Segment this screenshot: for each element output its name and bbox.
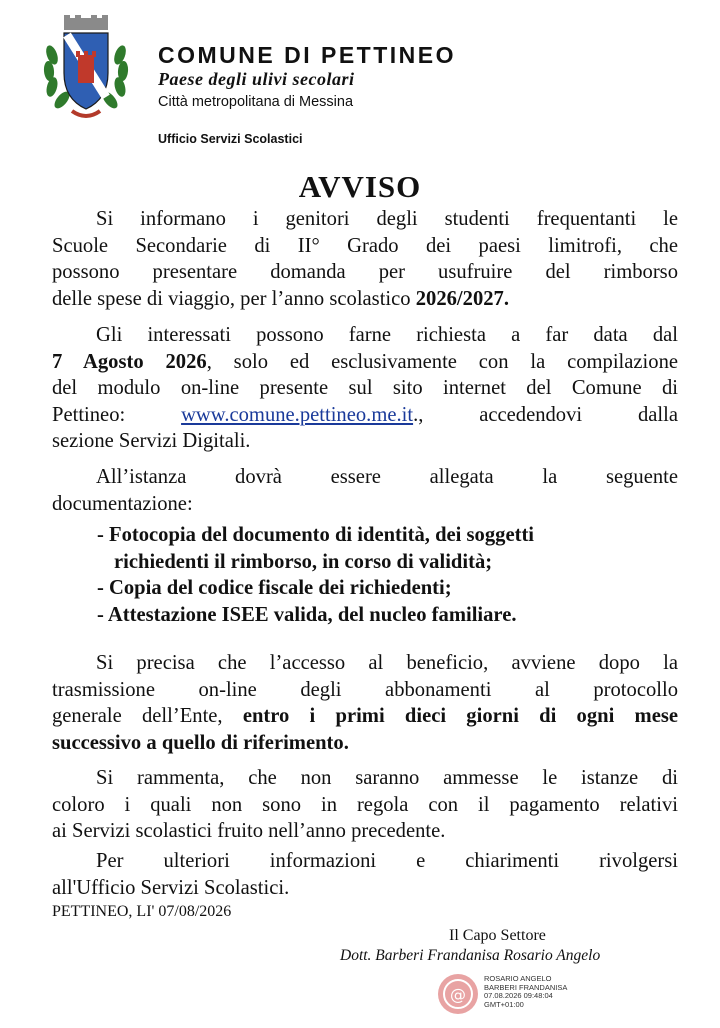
text-line (52, 703, 678, 730)
paragraph-intro (52, 206, 678, 312)
list-item: - Copia del codice fiscale dei richiedenti; (97, 577, 452, 599)
paragraph-reminder (52, 765, 678, 845)
text-line: Per ulteriori informazioni e chiarimenti rivolgersi (96, 850, 678, 872)
text-line: Si rammenta, che non saranno ammesse le istanze di (96, 767, 678, 789)
list-item: - Fotocopia del documento di identità, dei soggetti (97, 524, 535, 546)
digital-signature-line: 07.08.2026 09:48:04 (484, 991, 553, 1001)
paragraph-application (52, 322, 678, 455)
text-line: possono presentare domanda per usufruire del rimborso (52, 261, 678, 283)
text-line: coloro i quali non sono in regola con il pagamento relativi (52, 793, 678, 816)
place-date: PETTINEO, LI' 07/08/2026 (52, 903, 232, 920)
organization-motto: Paese degli ulivi secolari (158, 69, 355, 89)
text-line (52, 730, 678, 757)
organization-subtitle: Città metropolitana di Messina (158, 94, 354, 110)
office-name: Ufficio Servizi Scolastici (158, 132, 303, 146)
digital-signature-line: GMT+01:00 (484, 999, 524, 1009)
digital-signature-details (484, 975, 567, 1009)
digital-signature-line: BARBERI FRANDANISA (484, 982, 568, 992)
svg-text:@: @ (450, 985, 466, 1004)
text-line: All’istanza dovrà essere allegata la seguente (96, 466, 678, 488)
text-segment: delle spese di viaggio, per l’anno scolastico (52, 287, 416, 310)
text-segment: generale dell’Ente, (52, 705, 243, 727)
paragraph-documents (52, 464, 678, 517)
text-line (52, 286, 678, 313)
list-item-continuation: richiedenti il rimborso, in corso di validità; (114, 550, 493, 573)
digital-signature-line: ROSARIO ANGELO (484, 974, 552, 983)
paragraph-access (52, 650, 678, 756)
paragraph-contact (52, 848, 678, 901)
school-year: 2026/2027. (415, 287, 509, 310)
text-line: Gli interessati possono farne richiesta a far data dal (96, 324, 678, 346)
deadline-text: entro i primi dieci giorni di ogni mese (242, 705, 678, 727)
website-link[interactable]: www.comune.pettineo.me.it (181, 403, 414, 426)
text-line: ai Servizi scolastici fruito nell’anno precedente. (52, 820, 446, 842)
municipal-coat-of-arms-icon (40, 15, 132, 127)
text-line: sezione Servizi Digitali. (52, 430, 251, 452)
requirements-list (97, 522, 697, 628)
notice-title: AVVISO (298, 169, 422, 204)
text-line (52, 402, 678, 429)
signatory-name: Dott. Barberi Frandanisa Rosario Angelo (340, 947, 601, 964)
text-segment: , solo ed esclusivamente con la compilazione (206, 350, 679, 373)
deadline-text: successivo a quello di riferimento. (52, 731, 349, 754)
text-segment: ., accedendovi dalla (413, 403, 678, 426)
text-line: Si informano i genitori degli studenti frequentanti le (96, 208, 678, 230)
digital-signature-stamp-icon (436, 972, 480, 1016)
text-segment: Pettineo: (52, 403, 182, 426)
start-date: 7 Agosto 2026 (52, 350, 207, 373)
text-line: all'Ufficio Servizi Scolastici. (52, 876, 290, 899)
list-item: - Attestazione ISEE valida, del nucleo familiare. (97, 603, 517, 626)
text-line: trasmissione on-line degli abbonamenti al protocollo (52, 678, 678, 701)
text-line: Si precisa che l’accesso al beneficio, avviene dopo la (96, 652, 678, 674)
text-line (52, 349, 678, 376)
text-line: Scuole Secondarie di II° Grado dei paesi limitrofi, che (52, 234, 678, 257)
organization-name: COMUNE DI PETTINEO (158, 42, 457, 68)
signatory-role: Il Capo Settore (449, 927, 546, 944)
text-line: documentazione: (52, 492, 193, 515)
text-line: del modulo on-line presente sul sito internet del Comune di (52, 377, 678, 399)
